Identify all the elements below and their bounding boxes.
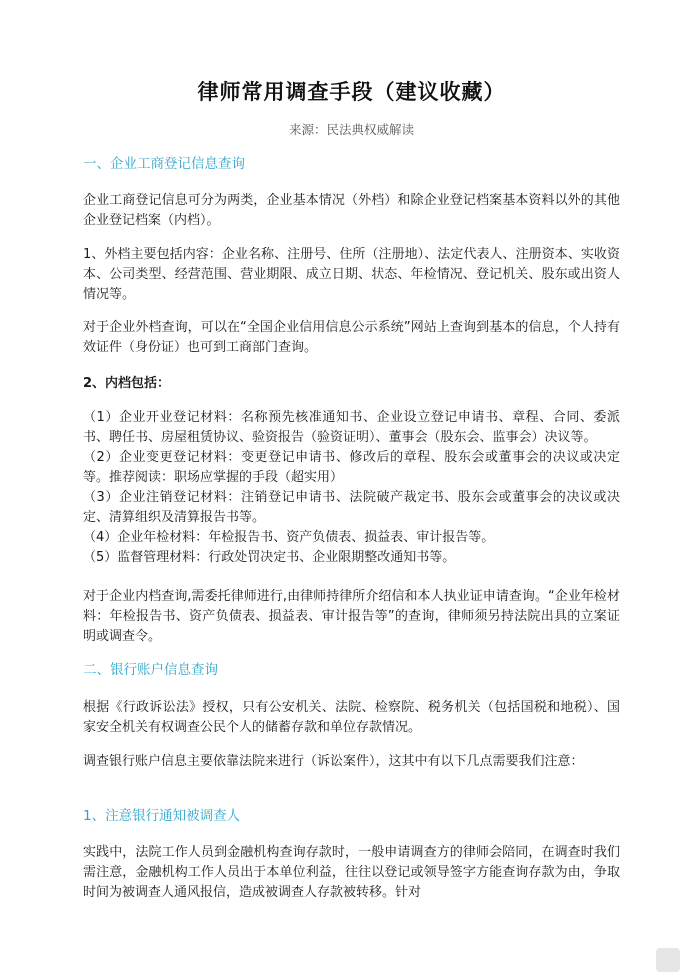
section-2-paragraph-2: 调查银行账户信息主要依靠法院来进行（诉讼案件），这其中有以下几点需要我们注意： xyxy=(83,754,584,769)
article-source: 来源：民法典权威解读 xyxy=(288,122,414,137)
inner-file-query: 对于企业内档查询,需委托律师进行,由律师持律所介绍信和本人执业证申请查询。“企业年检材料：年检报告书、资产负债表、损益表、审计报告等”的查询，律师须另持法院出具的立案证明或调查令。 xyxy=(83,589,620,644)
list-item: （3）企业注销登记材料：注销登记申请书、法院破产裁定书、股东会或董事会的决议或决定、清算组织及清算报告书等。 xyxy=(83,490,620,525)
outer-file-contents: 1、外档主要包括内容：企业名称、注册号、住所（注册地）、法定代表人、注册资本、实收资本、公司类型、经营范围、营业期限、成立日期、状态、年检情况、登记机关、股东或出资人情况等。 xyxy=(83,247,620,302)
watermark-badge xyxy=(656,948,680,972)
list-item: （4）企业年检材料：年检报告书、资产负债表、损益表、审计报告等。 xyxy=(83,530,495,545)
list-item: （1）企业开业登记材料：名称预先核准通知书、企业设立登记申请书、章程、合同、委派书、聘任书、房屋租赁协议、验资报告（验资证明）、董事会（股东会、监事会）决议等。 xyxy=(83,410,620,445)
page-title: 律师常用调查手段（建议收藏） xyxy=(197,80,506,104)
inner-file-list xyxy=(83,408,620,568)
section-1-heading: 一、企业工商登记信息查询 xyxy=(83,156,245,172)
subsection-1-text: 实践中，法院工作人员到金融机构查询存款时，一般申请调查方的律师会陪同，在调查时我们需注意，金融机构工作人员出于本单位利益，往往以登记或领导签字方能查询存款为由，争取时间为被调查人通风报信，造成被调查人存款被转移。针对 xyxy=(83,845,620,900)
outer-file-query: 对于企业外档查询，可以在“全国企业信用信息公示系统”网站上查询到基本的信息，个人持有效证件（身份证）也可到工商部门查询。 xyxy=(83,320,620,355)
subsection-1-heading: 1、注意银行通知被调查人 xyxy=(83,808,241,824)
section-2-heading: 二、银行账户信息查询 xyxy=(83,662,218,678)
inner-file-heading: 2、内档包括： xyxy=(83,376,171,391)
section-2-paragraph-1: 根据《行政诉讼法》授权，只有公安机关、法院、检察院、税务机关（包括国税和地税）、国家安全机关有权调查公民个人的储蓄存款和单位存款情况。 xyxy=(83,700,620,735)
list-item: （5）监督管理材料：行政处罚决定书、企业限期整改通知书等。 xyxy=(83,550,456,565)
list-item: （2）企业变更登记材料：变更登记申请书、修改后的章程、股东会或董事会的决议或决定等。推荐阅读：职场应掌握的手段（超实用） xyxy=(83,450,620,485)
section-1-intro: 企业工商登记信息可分为两类，企业基本情况（外档）和除企业登记档案基本资料以外的其他企业登记档案（内档）。 xyxy=(83,193,620,228)
